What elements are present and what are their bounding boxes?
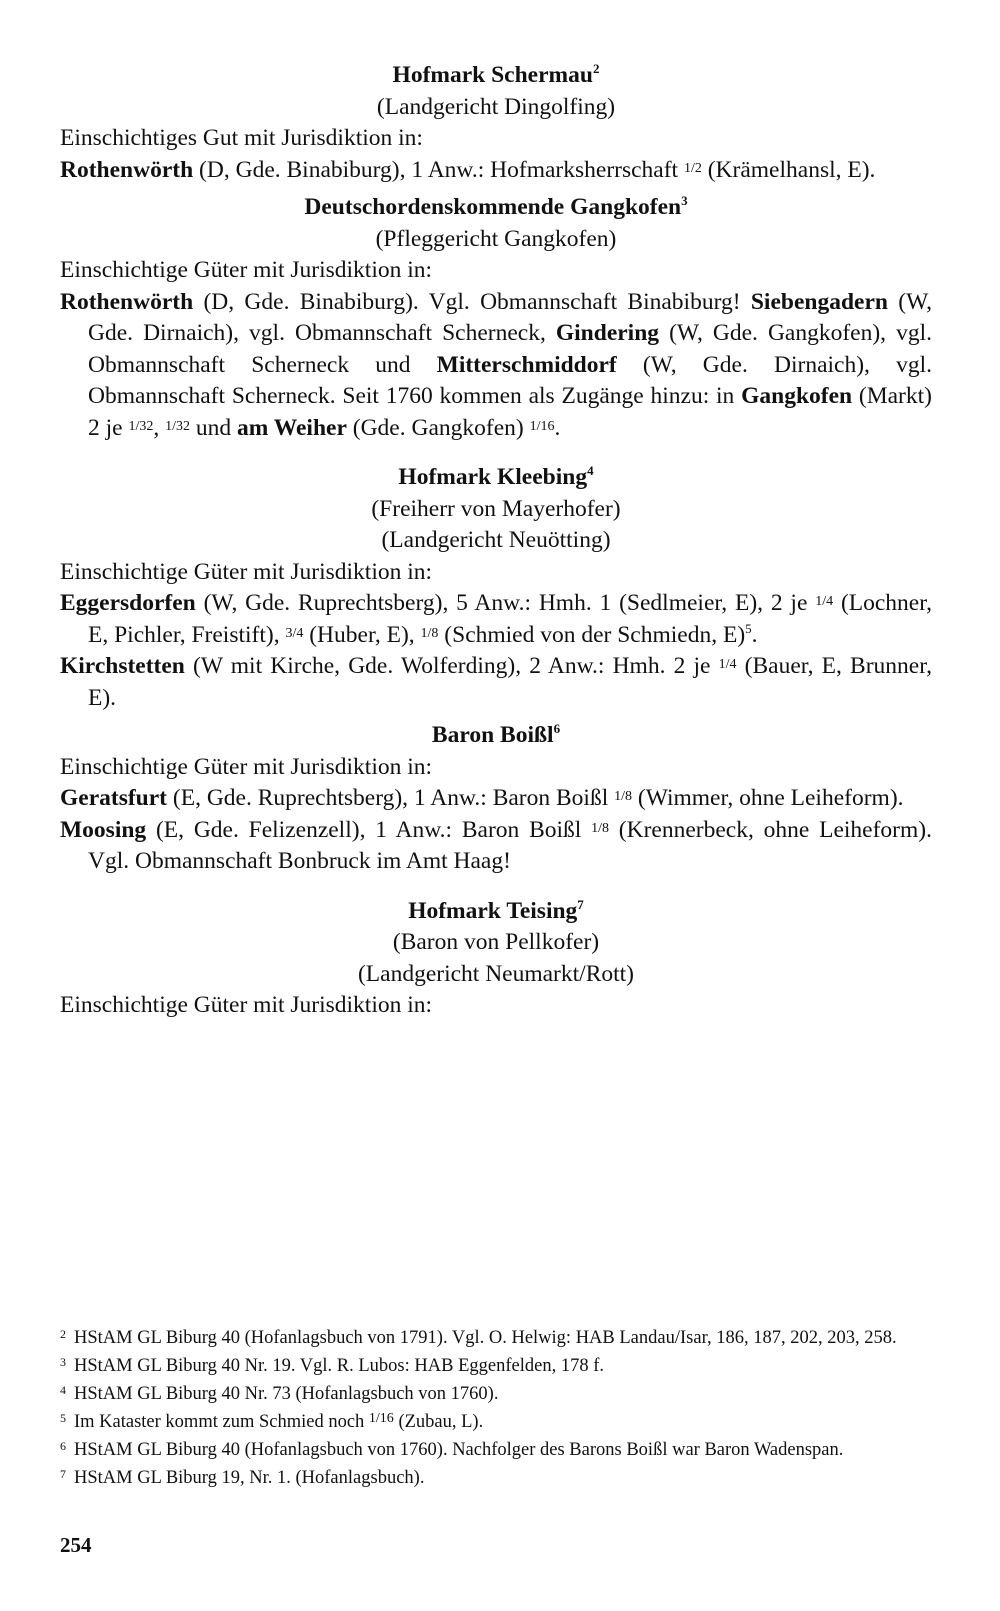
entry-text: (Markt) 2 je (88, 383, 932, 441)
footnote-number: 3 (60, 1355, 66, 1369)
entry-text: (E, Gde. Felizenzell), 1 Anw.: Baron Boißl (146, 816, 592, 843)
footnote (60, 1406, 932, 1434)
entry-text: , (153, 414, 166, 441)
section-heading-teising (60, 896, 932, 928)
entry-text: (Krämelhansl, E). (701, 156, 876, 183)
footnote-text: HStAM GL Biburg 40 (Hofanlagsbuch von 1760). Nachfolger des Barons Boißl war Baron Wadenspan. (74, 1440, 844, 1460)
footnotes (60, 1322, 932, 1490)
footnote-text: HStAM GL Biburg 40 Nr. 73 (Hofanlagsbuch von 1760). (74, 1384, 499, 1404)
entry-text: (Lochner, E, Pichler, Freistift), (88, 590, 932, 648)
place-name: Gangkofen (741, 383, 853, 409)
fraction: 1/8 (420, 625, 439, 641)
place-name: am Weiher (237, 414, 347, 441)
fraction: 1/4 (718, 657, 737, 672)
footnote (60, 1462, 932, 1490)
entry-text: (Huber, E), (303, 621, 421, 648)
entry-eggersdorfen (60, 588, 932, 651)
section-subheading: (Landgericht Neuötting) (381, 527, 611, 553)
footnote-ref: 3 (681, 193, 688, 209)
place-name: Geratsfurt (60, 785, 168, 811)
intro-line: Einschichtige Güter mit Jurisdiktion in: (60, 558, 433, 585)
footnote-ref: 5 (745, 620, 752, 636)
fraction: 1/8 (591, 820, 609, 836)
entry-kirchstetten (60, 651, 932, 714)
entry-text: (W, Gde. Dirnaich), vgl. Obmannschaft Scherneck. Seit 1760 kommen als Zugänge hinzu: in (88, 351, 932, 409)
fraction: 1/32 (128, 418, 154, 434)
entry-text: . (554, 414, 561, 441)
section-heading-kleebing (60, 462, 932, 494)
footnote-number: 5 (60, 1411, 66, 1425)
intro-line: Einschichtige Güter mit Jurisdiktion in: (60, 753, 433, 780)
place-name: Gindering (555, 320, 660, 346)
section-subheading: (Freiherr von Mayerhofer) (371, 495, 621, 522)
entry-text: (Schmied von der Schmiedn, E) (438, 621, 746, 648)
entry-text: (W, Gde. Ruprechtsberg), 5 Anw.: Hmh. 1 (Sedlmeier, E), 2 je (195, 590, 816, 616)
footnote-number: 4 (60, 1383, 66, 1397)
entry-text: (W mit Kirche, Gde. Wolferding), 2 Anw.: Hmh. 2 je (184, 653, 719, 679)
place-name: Mitterschmiddorf (436, 351, 617, 378)
footnote-text: HStAM GL Biburg 40 Nr. 19. Vgl. R. Lubos: HAB Eggenfelden, 178 f. (74, 1356, 604, 1376)
fraction: 1/2 (683, 160, 702, 176)
footnote-number: 2 (60, 1327, 66, 1341)
footnote (60, 1434, 932, 1462)
entry-rothenwoerth (60, 155, 932, 187)
fraction: 1/16 (368, 1411, 394, 1426)
section-heading-schermau (60, 60, 932, 92)
footnote-text: HStAM GL Biburg 40 (Hofanlagsbuch von 1791). Vgl. O. Helwig: HAB Landau/Isar, 186, 187, 202, 203, 258. (74, 1328, 897, 1348)
entry-text: . (751, 621, 758, 648)
footnote-ref: 4 (587, 463, 594, 479)
section-title: Hofmark Kleebing (398, 464, 588, 490)
footnote (60, 1322, 932, 1350)
footnote-text: (Zubau, L). (393, 1412, 484, 1432)
section-title: Baron Boißl (431, 722, 554, 748)
fraction: 1/32 (165, 418, 190, 434)
entry-moosing (60, 815, 932, 878)
section-subheading: (Landgericht Dingolfing) (376, 93, 616, 120)
entry-text: und (190, 414, 237, 441)
footnote (60, 1350, 932, 1378)
fraction: 1/4 (815, 594, 834, 609)
footnote-text: HStAM GL Biburg 19, Nr. 1. (Hofanlagsbuch). (74, 1468, 425, 1488)
entry-geratsfurt (60, 783, 932, 815)
entry-gangkofen-paragraph (60, 287, 932, 445)
entry-text: (D, Gde. Binabiburg). Vgl. Obmannschaft Binabiburg! (193, 288, 751, 315)
intro-line: Einschichtige Güter mit Jurisdiktion in: (60, 257, 433, 283)
section-title: Hofmark Teising (408, 897, 578, 924)
entry-text: (D, Gde. Binabiburg), 1 Anw.: Hofmarksherrschaft (193, 156, 684, 183)
footnote-ref: 7 (577, 896, 584, 912)
intro-line: Einschichtiges Gut mit Jurisdiktion in: (60, 125, 423, 151)
section-title: Hofmark Schermau (392, 62, 593, 88)
place-name: Moosing (60, 816, 147, 843)
section-subheading: (Landgericht Neumarkt/Rott) (357, 960, 635, 987)
section-heading-gangkofen (60, 192, 932, 224)
page-number: 254 (60, 1533, 92, 1557)
footnote-number: 7 (60, 1467, 66, 1481)
entry-text: (Bauer, E, Brunner, E). (88, 653, 932, 711)
entry-text: (W, Gde. Gangkofen), vgl. Obmannschaft Scherneck und (88, 320, 932, 378)
place-name: Rothenwörth (60, 288, 194, 315)
fraction: 1/16 (529, 418, 555, 434)
entry-text: (W, Gde. Dirnaich), vgl. Obmannschaft Scherneck, (88, 288, 932, 346)
fraction: 1/8 (614, 789, 632, 804)
footnote-ref: 2 (592, 61, 600, 77)
section-title: Deutschordenskommende Gangkofen (304, 194, 682, 220)
section-subheading: (Baron von Pellkofer) (392, 929, 600, 955)
entry-text: (Wimmer, ohne Leiheform). (632, 785, 904, 811)
place-name: Kirchstetten (60, 653, 185, 679)
entry-text: (Gde. Gangkofen) (346, 414, 530, 441)
section-heading-boissl (60, 720, 932, 752)
place-name: Eggersdorfen (60, 590, 196, 616)
footnote-number: 6 (60, 1439, 66, 1453)
place-name: Rothenwörth (60, 156, 194, 183)
entry-text: (E, Gde. Ruprechtsberg), 1 Anw.: Baron Boißl (167, 785, 615, 811)
section-subheading: (Pfleggericht Gangkofen) (375, 225, 617, 252)
intro-line: Einschichtige Güter mit Jurisdiktion in: (60, 992, 433, 1018)
entry-text: (Krennerbeck, ohne Leiheform). Vgl. Obmannschaft Bonbruck im Amt Haag! (88, 816, 932, 874)
footnote-text: Im Kataster kommt zum Schmied noch (74, 1412, 369, 1432)
place-name: Siebengadern (750, 288, 888, 315)
fraction: 3/4 (285, 625, 304, 641)
footnote (60, 1378, 932, 1406)
footnote-ref: 6 (553, 721, 561, 737)
